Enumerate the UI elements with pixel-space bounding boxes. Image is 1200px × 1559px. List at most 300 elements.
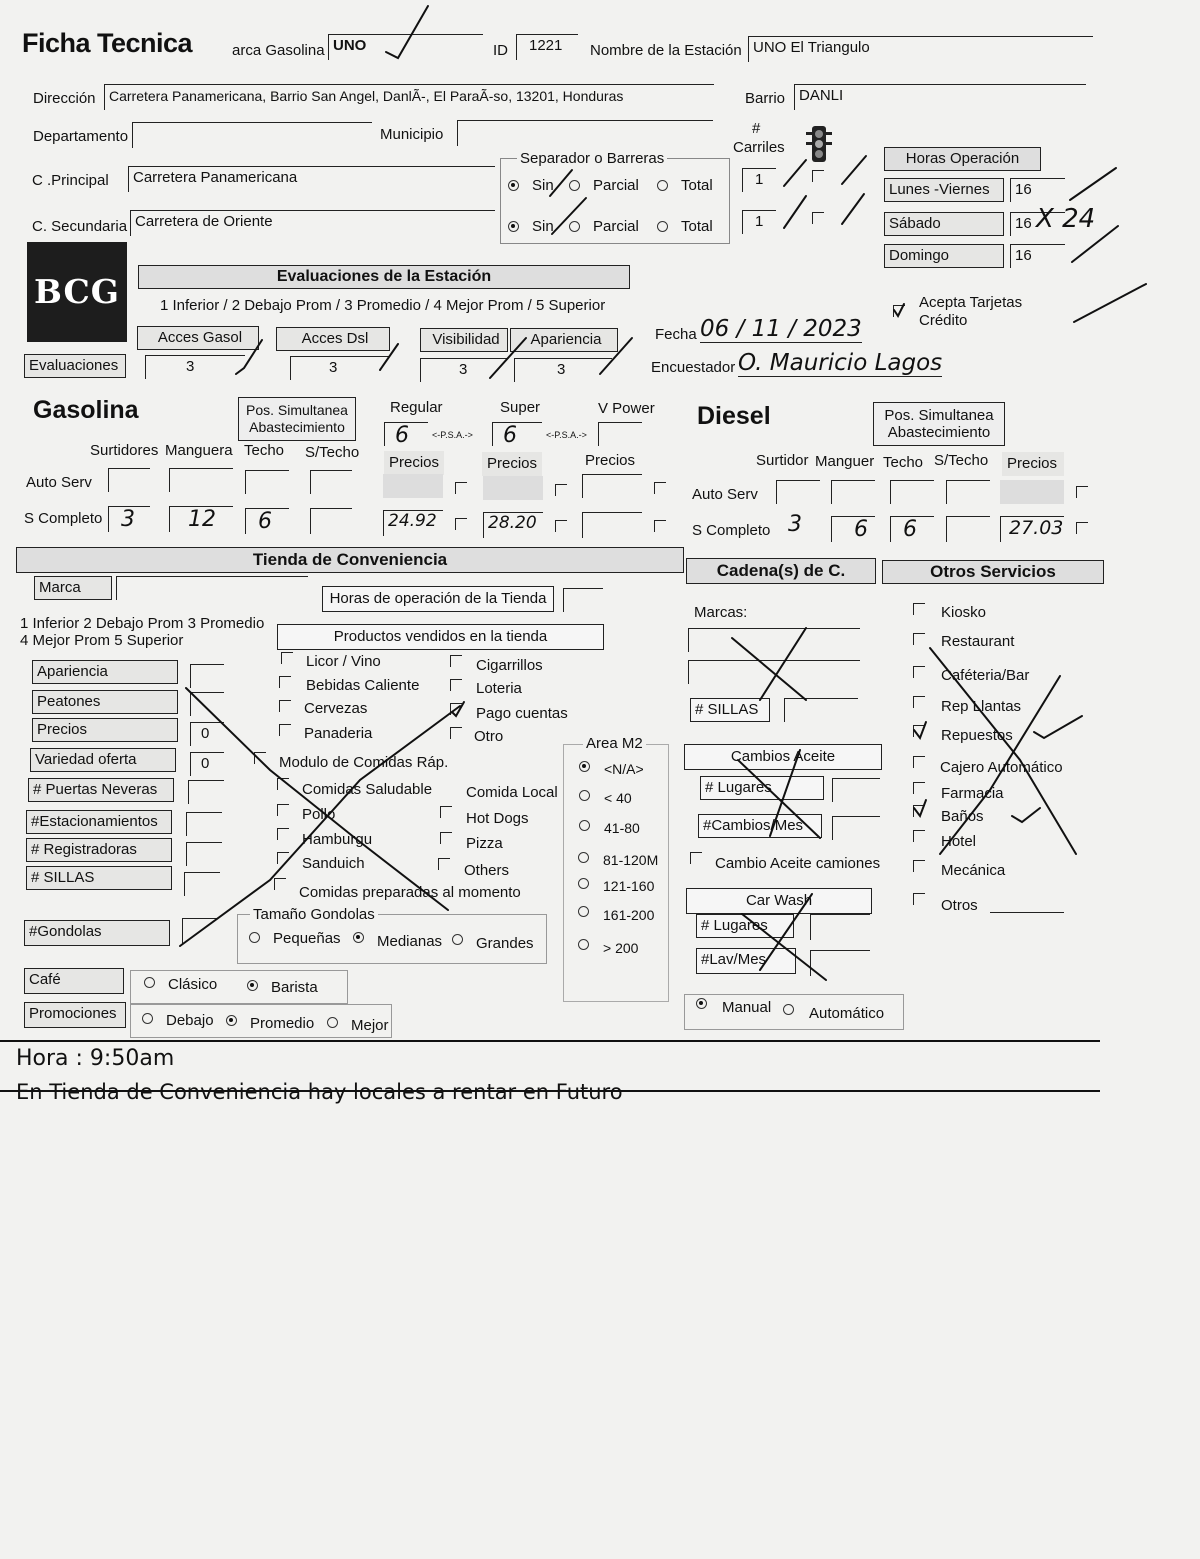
stroke-tarjetas: [1074, 284, 1146, 322]
area-na-label: <N/A>: [604, 761, 644, 777]
gasolina-pos-line-2: Abastecimiento: [249, 419, 345, 435]
gondola-pequenas-label: Pequeñas: [273, 930, 341, 947]
area-81-120-radio[interactable]: [578, 852, 589, 863]
lunes-viernes-value: 16: [1015, 181, 1032, 198]
tienda-row-precios: Precios: [32, 718, 178, 742]
diesel-auto-serv-label: Auto Serv: [692, 486, 758, 503]
secundaria-sin-radio[interactable]: [508, 221, 519, 232]
gas-sc-stecho[interactable]: [310, 508, 352, 534]
stroke-carril-1: [784, 160, 806, 186]
notes-top-rule: [0, 1040, 1100, 1042]
otros-restaurant-label: Restaurant: [941, 633, 1015, 650]
producto-bebidas-label: Bebidas Caliente: [306, 677, 420, 694]
cafe-clasico-radio[interactable]: [144, 977, 155, 988]
otros-cafeteria-checkbox[interactable]: [913, 666, 925, 678]
tienda-row-variedad: Variedad oferta: [30, 748, 176, 772]
area-41-80-radio[interactable]: [579, 820, 590, 831]
area-161-200-radio[interactable]: [578, 906, 589, 917]
area-na-radio[interactable]: [579, 761, 590, 772]
stroke-horas-lv: [1070, 168, 1116, 200]
gas-sc-surtidores[interactable]: [108, 506, 150, 532]
modulo-comidas-label: Modulo de Comidas Ráp.: [279, 754, 449, 771]
otros-banos-label: Baños: [941, 808, 984, 825]
precios-regular-label: Precios: [384, 451, 444, 475]
producto-cigarrillos-label: Cigarrillos: [476, 657, 543, 674]
sabado-value: 16: [1015, 215, 1032, 232]
domingo-value: 16: [1015, 247, 1032, 264]
nombre-estacion-label: Nombre de la Estación: [590, 42, 742, 59]
comida-hotdogs-checkbox[interactable]: [440, 806, 452, 818]
cafe-barista-radio[interactable]: [247, 980, 258, 991]
tienda-row-sillas: # SILLAS: [26, 866, 172, 890]
promo-debajo-label: Debajo: [166, 1012, 214, 1029]
diesel-sc-precio-value: 27.03: [1009, 517, 1064, 539]
precios-super-label: Precios: [482, 452, 542, 476]
gas-sc-super-checkbox[interactable]: [555, 520, 567, 532]
vpower-pos-field[interactable]: [598, 422, 642, 446]
cambios-mes-label: #Cambios/Mes: [698, 814, 822, 838]
gasolina-pos-line-1: Pos. Simultanea: [246, 402, 348, 418]
tienda-horas-label: Horas de operación de la Tienda: [322, 586, 554, 612]
gas-col-manguera: Manguera: [165, 442, 233, 459]
secundaria-field[interactable]: [130, 210, 495, 236]
producto-otro-label: Otro: [474, 728, 504, 745]
gas-sc-precio-vpower[interactable]: [582, 512, 642, 538]
gas-col-surtidores: Surtidores: [90, 442, 159, 459]
carriles-secundaria-field[interactable]: [742, 210, 776, 234]
otros-cajero-checkbox[interactable]: [913, 756, 925, 768]
diesel-sc-manguer[interactable]: [831, 516, 875, 542]
comida-others-label: Others: [464, 862, 510, 879]
stroke-carril-3: [784, 196, 806, 228]
direccion-label: Dirección: [33, 90, 96, 107]
gas-col-techo: Techo: [244, 442, 285, 459]
tienda-row-estacionamientos: #Estacionamientos: [26, 810, 172, 834]
gas-as-techo[interactable]: [245, 470, 289, 494]
carriles-secundaria-value: 1: [755, 213, 764, 230]
gas-sc-manguera[interactable]: [169, 506, 233, 532]
nombre-estacion-value: UNO El Triangulo: [753, 39, 870, 56]
area-lt40-radio[interactable]: [579, 790, 590, 801]
otros-otros-checkbox[interactable]: [913, 893, 925, 905]
otros-banos-checkbox[interactable]: [913, 805, 925, 817]
apariencia-eval-label: Apariencia: [510, 328, 618, 352]
principal-parcial-radio[interactable]: [569, 180, 580, 191]
visibilidad-label: Visibilidad: [420, 328, 508, 352]
gas-sc-precio-super-value: 28.20: [488, 513, 537, 533]
notes-comment[interactable]: En Tienda de Conveniencia hay locales a rentar en Futuro: [16, 1080, 623, 1104]
comida-preparadas-checkbox[interactable]: [274, 878, 286, 890]
gas-sc-precio-super[interactable]: [483, 512, 543, 538]
promo-debajo-radio[interactable]: [142, 1013, 153, 1024]
form-title: Ficha Tecnica: [22, 28, 193, 58]
tienda-scale-1: 1 Inferior 2 Debajo Prom 3 Promedio: [20, 615, 265, 632]
tienda-row-peatones: Peatones: [32, 690, 178, 714]
departamento-field[interactable]: [132, 122, 372, 148]
acces-dsl-value: 3: [329, 359, 338, 376]
gas-as-stecho[interactable]: [310, 470, 352, 494]
diesel-as-surtidor[interactable]: [776, 480, 820, 504]
principal-label: C .Principal: [32, 172, 109, 189]
acces-dsl-field[interactable]: [290, 356, 390, 380]
promo-mejor-radio[interactable]: [327, 1017, 338, 1028]
tienda-registradoras-field[interactable]: [186, 842, 222, 866]
cambio-camiones-label: Cambio Aceite camiones: [715, 855, 881, 872]
otros-repuestos-checkbox[interactable]: [913, 725, 925, 737]
direccion-field[interactable]: [104, 84, 714, 110]
carwash-automatico-label: Automático: [809, 1005, 885, 1022]
producto-licor-checkbox[interactable]: [281, 652, 293, 664]
secundaria-sin-label: Sin: [532, 218, 554, 235]
apariencia-eval-field[interactable]: [514, 358, 612, 382]
gas-as-manguera[interactable]: [169, 468, 233, 492]
principal-field[interactable]: [128, 166, 495, 192]
acces-dsl-label: Acces Dsl: [276, 327, 390, 351]
apariencia-eval-value: 3: [557, 361, 566, 378]
carriles-principal-field[interactable]: [742, 168, 776, 192]
otros-repuestos-label: Repuestos: [941, 727, 1013, 744]
separador-label: Separador o Barreras: [517, 150, 667, 168]
gas-s-completo-label: S Completo: [24, 510, 103, 527]
carwash-lav-label: #Lav/Mes: [696, 948, 796, 974]
promo-promedio-label: Promedio: [250, 1015, 315, 1032]
principal-sin-radio[interactable]: [508, 180, 519, 191]
tienda-row-apariencia: Apariencia: [32, 660, 178, 684]
comida-hamburguesa-checkbox[interactable]: [277, 828, 289, 840]
tienda-marca-field[interactable]: [116, 576, 308, 600]
super-pos-field[interactable]: [492, 422, 542, 446]
otros-hotel-label: Hotel: [941, 833, 977, 850]
area-121-160-radio[interactable]: [578, 878, 589, 889]
comida-others-checkbox[interactable]: [438, 858, 450, 870]
diesel-pos-line-2: Abastecimiento: [887, 424, 991, 441]
producto-panaderia-label: Panaderia: [304, 725, 373, 742]
principal-semaforo-checkbox[interactable]: [812, 170, 824, 182]
diesel-col-stecho: S/Techo: [934, 452, 989, 469]
gas-sc-manguera-value: 12: [188, 507, 216, 532]
area-gt200-radio[interactable]: [578, 939, 589, 950]
gasolina-title: Gasolina: [33, 396, 139, 424]
departamento-label: Departamento: [33, 128, 129, 145]
sabado-handwritten: X 24: [1036, 204, 1096, 234]
gas-as-precio-super[interactable]: [483, 476, 543, 500]
marca-gasolina-label: arca Gasolina: [232, 42, 325, 59]
super-label: Super: [500, 399, 541, 416]
tienda-estacionamientos-field[interactable]: [186, 812, 222, 836]
cambios-lugares-field[interactable]: [832, 778, 880, 802]
secundaria-parcial-label: Parcial: [593, 218, 639, 235]
principal-sin-label: Sin: [532, 177, 554, 194]
otros-kiosko-label: Kiosko: [941, 604, 987, 621]
diesel-sc-techo[interactable]: [890, 516, 934, 542]
gas-sc-regular-checkbox[interactable]: [455, 518, 467, 530]
tienda-row-puertas: # Puertas Neveras: [28, 778, 174, 802]
municipio-label: Municipio: [380, 126, 444, 143]
producto-loteria-label: Loteria: [476, 680, 522, 697]
diesel-sc-surtidor-value[interactable]: 3: [788, 512, 802, 537]
area-41-80-label: 41-80: [604, 820, 640, 836]
marca-gasolina-field[interactable]: [328, 34, 483, 60]
fecha-label: Fecha: [655, 326, 697, 343]
diesel-sc-precio[interactable]: [1000, 516, 1064, 542]
diesel-as-checkbox[interactable]: [1076, 486, 1088, 498]
otros-farmacia-checkbox[interactable]: [913, 782, 925, 794]
barrio-value: DANLI: [799, 87, 844, 104]
cambios-mes-field[interactable]: [832, 816, 880, 840]
diesel-as-manguer[interactable]: [831, 480, 875, 504]
visibilidad-field[interactable]: [420, 358, 508, 382]
otros-farmacia-label: Farmacia: [941, 785, 1004, 802]
municipio-field[interactable]: [457, 120, 713, 146]
principal-parcial-label: Parcial: [593, 177, 639, 194]
carriles-label: Carriles: [733, 139, 785, 156]
carwash-lugares-field[interactable]: [810, 914, 870, 940]
lunes-viernes-field[interactable]: [1010, 178, 1065, 202]
acepta-tarjetas-label-1: Acepta Tarjetas: [919, 294, 1023, 311]
gondolas-field[interactable]: [182, 918, 218, 944]
gasolina-pos-simultanea: [238, 397, 356, 441]
gas-sc-vpower-checkbox[interactable]: [654, 520, 666, 532]
cafe-label: Café: [24, 968, 124, 994]
diesel-as-techo[interactable]: [890, 480, 934, 504]
gas-sc-techo[interactable]: [245, 508, 289, 534]
secundaria-label: C. Secundaria: [32, 218, 128, 235]
acces-gasol-value: 3: [186, 358, 195, 375]
cadena-marca-2[interactable]: [688, 660, 860, 684]
horas-operacion-header: Horas Operación: [884, 147, 1041, 171]
carwash-manual-radio[interactable]: [696, 998, 707, 1009]
lunes-viernes-label: Lunes -Viernes: [884, 178, 1004, 202]
encuestador-value[interactable]: O. Mauricio Lagos: [738, 350, 943, 376]
promo-promedio-radio[interactable]: [226, 1015, 237, 1026]
psa-label-1: <-P.S.A.->: [432, 430, 473, 440]
gondolas-label: #Gondolas: [24, 920, 170, 946]
gondola-medianas-label: Medianas: [377, 933, 443, 950]
evaluaciones-scale: 1 Inferior / 2 Debajo Prom / 3 Promedio / 4 Mejor Prom / 5 Superior: [160, 297, 606, 314]
id-label: ID: [493, 42, 508, 59]
diesel-s-completo-label: S Completo: [692, 522, 771, 539]
tienda-row-registradoras: # Registradoras: [26, 838, 172, 862]
producto-pago-label: Pago cuentas: [476, 705, 568, 722]
carwash-header: Car Wash: [686, 888, 872, 914]
tienda-peatones-field[interactable]: [190, 692, 224, 716]
stroke-tienda-cross-1: [186, 688, 448, 910]
otros-cajero-label: Cajero Automático: [940, 759, 1063, 776]
diesel-title: Diesel: [697, 402, 771, 430]
stroke-carril-4: [842, 194, 864, 224]
gas-sc-precio-regular[interactable]: [383, 510, 443, 536]
otros-mecanica-checkbox[interactable]: [913, 860, 925, 872]
otros-kiosko-checkbox[interactable]: [913, 603, 925, 615]
acces-gasol-field[interactable]: [145, 355, 245, 379]
gondola-grandes-radio[interactable]: [452, 934, 463, 945]
barrio-label: Barrio: [745, 90, 786, 107]
comida-pollo-checkbox[interactable]: [277, 804, 289, 816]
otros-otros-label: Otros: [941, 897, 978, 914]
comida-pizza-label: Pizza: [466, 835, 503, 852]
otros-llantas-label: Rep Llantas: [941, 698, 1022, 715]
id-field[interactable]: [516, 34, 578, 60]
tienda-precios-field[interactable]: [190, 722, 224, 746]
secundaria-parcial-radio[interactable]: [569, 221, 580, 232]
carwash-manual-label: Manual: [722, 999, 772, 1016]
principal-total-radio[interactable]: [657, 180, 668, 191]
diesel-col-manguer: Manguer: [815, 453, 875, 470]
sabado-label: Sábado: [884, 212, 1004, 236]
area-121-160-label: 121-160: [603, 878, 655, 894]
comida-pizza-checkbox[interactable]: [440, 832, 452, 844]
producto-otro-checkbox[interactable]: [450, 727, 462, 739]
producto-cervezas-label: Cervezas: [304, 700, 368, 717]
principal-total-label: Total: [681, 177, 713, 194]
cambios-lugares-label: # Lugares: [700, 776, 824, 800]
regular-pos-value: 6: [395, 423, 409, 448]
tienda-puertas-field[interactable]: [188, 780, 224, 804]
gas-sc-surtidores-value: 3: [121, 507, 135, 532]
carriles-label-hash: #: [752, 120, 761, 137]
diesel-col-techo: Techo: [883, 454, 924, 471]
producto-cigarrillos-checkbox[interactable]: [450, 655, 462, 667]
area-label: Area M2: [583, 735, 646, 753]
cadena-marca-1[interactable]: [688, 628, 860, 652]
barrio-field[interactable]: [794, 84, 1086, 110]
otros-otros-line[interactable]: [990, 912, 1064, 913]
producto-licor-label: Licor / Vino: [306, 653, 381, 670]
domingo-field[interactable]: [1010, 244, 1065, 268]
stroke-otros-check-2: [1012, 808, 1040, 822]
precios-vpower-label: Precios: [585, 452, 636, 469]
regular-pos-field[interactable]: [384, 422, 428, 446]
diesel-as-stecho[interactable]: [946, 480, 990, 504]
principal-value: Carretera Panamericana: [133, 169, 298, 186]
nombre-estacion-field[interactable]: [748, 36, 1093, 62]
notes-hora[interactable]: Hora : 9:50am: [16, 1046, 175, 1071]
cambio-camiones-checkbox[interactable]: [690, 852, 702, 864]
bcg-logo: BCG: [27, 242, 127, 342]
cambios-aceite-header: Cambios Aceite: [684, 744, 882, 770]
producto-pago-checkbox[interactable]: [450, 703, 462, 715]
comida-sanduich-checkbox[interactable]: [277, 852, 289, 864]
secundaria-semaforo-checkbox[interactable]: [812, 212, 824, 224]
gondola-grandes-label: Grandes: [476, 935, 534, 952]
super-pos-value: 6: [503, 423, 517, 448]
evaluaciones-row-label: Evaluaciones: [24, 354, 126, 378]
id-value: 1221: [529, 37, 563, 54]
evaluaciones-header: Evaluaciones de la Estación: [138, 265, 630, 289]
visibilidad-value: 3: [459, 361, 468, 378]
psa-label-2: <-P.S.A.->: [546, 430, 587, 440]
encuestador-label: Encuestador: [651, 359, 736, 376]
gondola-pequenas-radio[interactable]: [249, 932, 260, 943]
gas-sc-precio-regular-value: 24.92: [388, 511, 437, 531]
secundaria-total-radio[interactable]: [657, 221, 668, 232]
comida-sanduich-label: Sanduich: [302, 855, 365, 872]
gas-as-regular-checkbox[interactable]: [455, 482, 467, 494]
producto-panaderia-checkbox[interactable]: [279, 724, 291, 736]
gas-as-vpower-checkbox[interactable]: [654, 482, 666, 494]
otros-mecanica-label: Mecánica: [941, 862, 1006, 879]
traffic-light-icon: [804, 124, 834, 164]
gas-as-surtidores[interactable]: [108, 468, 150, 492]
tienda-horas-field[interactable]: [563, 588, 603, 612]
acepta-tarjetas-checkbox[interactable]: [893, 305, 905, 317]
diesel-precios-label: Precios: [1002, 452, 1064, 476]
producto-bebidas-checkbox[interactable]: [279, 676, 291, 688]
diesel-pos-line-1: Pos. Simultanea: [884, 407, 994, 424]
carwash-lav-field[interactable]: [810, 950, 870, 976]
producto-cervezas-checkbox[interactable]: [279, 700, 291, 712]
cadena-header: Cadena(s) de C.: [686, 558, 876, 584]
tienda-precios-value: 0: [201, 725, 210, 742]
gas-sc-techo-value: 6: [258, 509, 272, 534]
area-lt40-label: < 40: [604, 790, 632, 806]
diesel-as-precio[interactable]: [1000, 480, 1064, 504]
producto-loteria-checkbox[interactable]: [450, 679, 462, 691]
diesel-sc-manguer-value: 6: [854, 517, 868, 542]
stroke-carril-2: [842, 156, 866, 184]
carriles-principal-value: 1: [755, 171, 764, 188]
vpower-label: V Power: [598, 400, 655, 417]
tienda-header: Tienda de Conveniencia: [16, 547, 684, 573]
area-group: [563, 744, 669, 1002]
carwash-lugares-label: # Lugares: [696, 914, 794, 938]
tienda-apariencia-field[interactable]: [190, 664, 224, 688]
domingo-label: Domingo: [884, 244, 1004, 268]
gas-as-precio-regular[interactable]: [383, 474, 443, 498]
cafe-barista-label: Barista: [271, 979, 318, 996]
tienda-variedad-value: 0: [201, 755, 210, 772]
modulo-comidas-checkbox[interactable]: [254, 752, 266, 764]
area-81-120-label: 81-120M: [603, 852, 659, 868]
diesel-sc-checkbox[interactable]: [1076, 522, 1088, 534]
cadena-marcas-label: Marcas:: [694, 604, 748, 621]
area-gt200-label: > 200: [603, 940, 639, 956]
comida-pollo-label: Pollo: [302, 806, 336, 823]
otros-restaurant-checkbox[interactable]: [913, 633, 925, 645]
fecha-value[interactable]: 06 / 11 / 2023: [700, 316, 862, 342]
secundaria-value: Carretera de Oriente: [135, 213, 273, 230]
cadena-sillas-label: # SILLAS: [690, 698, 770, 722]
tamano-gondolas-label: Tamaño Gondolas: [250, 906, 378, 924]
comida-hamburguesa-label: Hamburgu: [302, 831, 373, 848]
tienda-scale-2: 4 Mejor Prom 5 Superior: [20, 632, 184, 649]
tienda-sillas-field[interactable]: [184, 872, 220, 896]
promociones-label: Promociones: [24, 1002, 126, 1028]
comida-hotdogs-label: Hot Dogs: [466, 810, 529, 827]
cadena-sillas-field[interactable]: [784, 698, 858, 722]
diesel-col-surtidor: Surtidor: [756, 452, 809, 469]
comida-local-label: Comida Local: [466, 784, 558, 801]
acepta-tarjetas-label-2: Crédito: [919, 312, 968, 329]
otros-llantas-checkbox[interactable]: [913, 696, 925, 708]
direccion-value: Carretera Panamericana, Barrio San Angel, DanlÃ-, El ParaÃ-so, 13201, Honduras: [109, 88, 624, 104]
gas-col-stecho: S/Techo: [305, 444, 360, 461]
tienda-variedad-field[interactable]: [190, 752, 224, 776]
gas-as-precio-vpower[interactable]: [582, 474, 642, 498]
diesel-sc-techo-value: 6: [903, 517, 917, 542]
marca-gasolina-value: UNO: [333, 37, 367, 54]
otros-cafeteria-label: Caféteria/Bar: [941, 667, 1030, 684]
diesel-sc-stecho[interactable]: [946, 516, 990, 542]
gas-as-super-checkbox[interactable]: [555, 484, 567, 496]
gondola-medianas-radio[interactable]: [353, 932, 364, 943]
secundaria-total-label: Total: [681, 218, 713, 235]
carwash-automatico-radio[interactable]: [783, 1004, 794, 1015]
promo-mejor-label: Mejor: [351, 1017, 389, 1034]
acces-gasol-label: Acces Gasol: [137, 326, 259, 350]
otros-hotel-checkbox[interactable]: [913, 830, 925, 842]
comida-saludable-checkbox[interactable]: [277, 778, 289, 790]
